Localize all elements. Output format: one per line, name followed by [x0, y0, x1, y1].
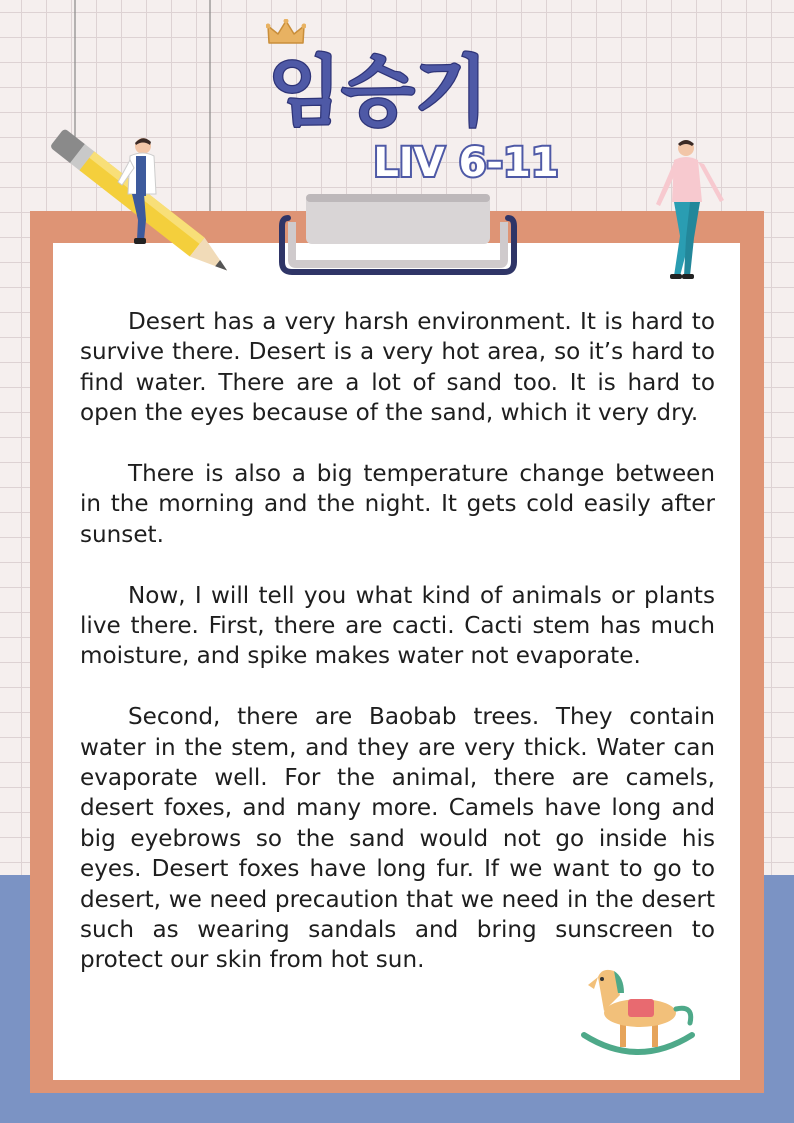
- person-illustration: [110, 136, 170, 248]
- person-illustration: [650, 138, 730, 286]
- level-label: LIV 6-11: [373, 140, 559, 186]
- page-title-graphic: [258, 40, 498, 136]
- binder-clip-illustration: [276, 190, 520, 280]
- essay-paragraph-2: There is also a big temperature change between in the morning and the night. It gets cold easily after sunset.: [80, 461, 715, 548]
- level-label-graphic: [366, 132, 566, 188]
- essay-paragraph-4: Second, there are Baobab trees. They contain water in the stem, and they are very thick. Water can evaporate well. For the animal, there are camels, desert foxes, and many more. Camels have long and big eyebrows so the sand would not go inside his eyes. Desert foxes have long fur. If we want to go to desert, we need precaution that we need in the desert such as wearing sandals and bring sunscreen to protect our skin from hot sun.: [80, 704, 715, 974]
- page-title: 임승기: [267, 47, 489, 136]
- essay-paragraph-1: Desert has a very harsh environment. It is hard to survive there. Desert is a very hot area, so it’s hard to find water. There are a lot of sand too. It is hard to open the eyes because of the sand, which it very dry.: [80, 309, 715, 427]
- rocking-horse-icon: [580, 965, 698, 1065]
- essay-paragraph-3: Now, I will tell you what kind of animals or plants live there. First, there are cacti. Cacti stem has much moisture, and spike makes water not evaporate.: [80, 582, 715, 670]
- essay-body: [80, 307, 715, 976]
